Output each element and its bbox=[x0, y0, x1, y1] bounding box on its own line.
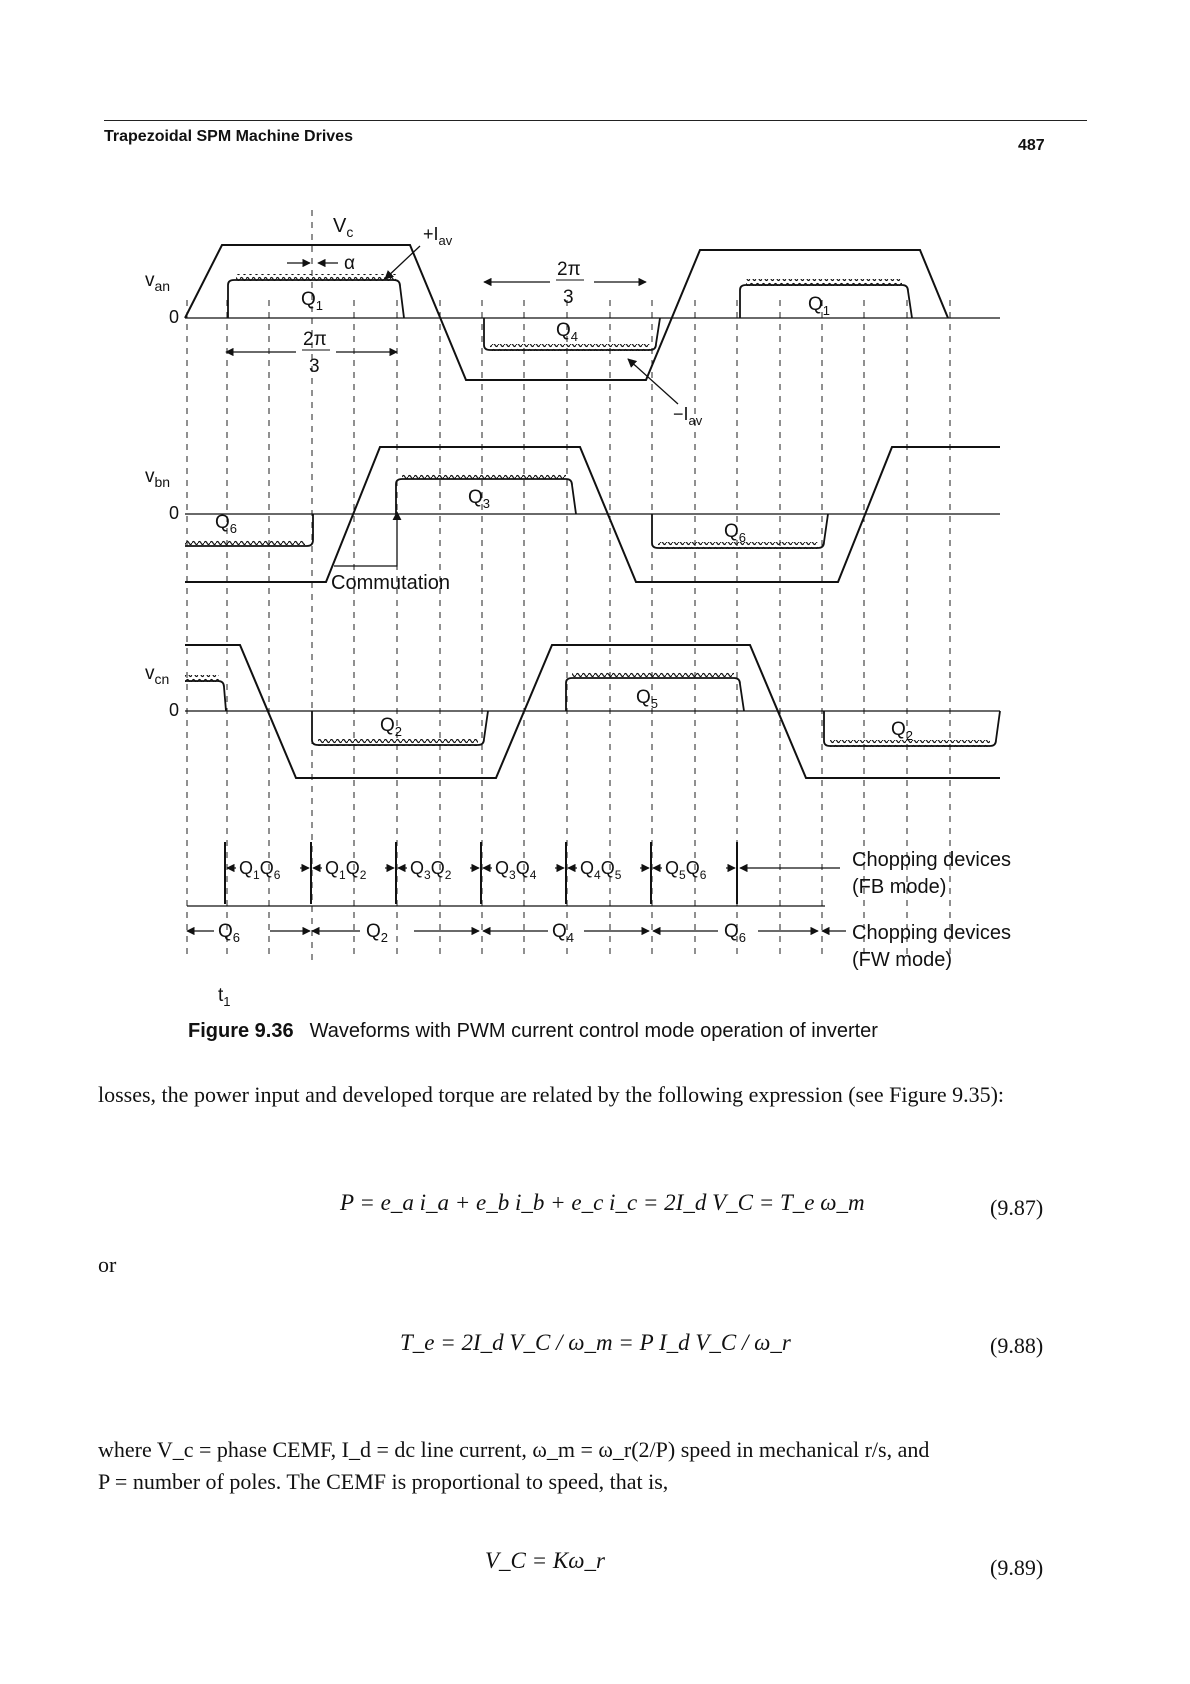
two-pi-label-1: 2π bbox=[303, 329, 327, 350]
commutation-label: Commutation bbox=[331, 572, 450, 594]
fb-pair-1: $Q_1Q_6$ bbox=[239, 858, 281, 882]
fb-pair-4: $Q_3Q_4$ bbox=[495, 858, 537, 882]
fb-pair-6: $Q_5Q_6$ bbox=[665, 858, 707, 882]
vc-label: $V_c$ bbox=[333, 215, 354, 240]
fw-legend-line2: (FW mode) bbox=[852, 949, 952, 971]
q6-label-b: $Q_6$ bbox=[724, 521, 747, 545]
q2-label-a: $Q_2$ bbox=[380, 715, 403, 739]
vcn-zero: 0 bbox=[169, 700, 180, 720]
page-number: 487 bbox=[1018, 137, 1045, 154]
equation-9-89 bbox=[485, 1548, 605, 1574]
fb-mode-labels bbox=[239, 858, 707, 882]
body-paragraph-2-line2: P = number of poles. The CEMF is proportional to speed, that is, bbox=[98, 1469, 669, 1494]
eq989-text: V_C = Kω_r bbox=[485, 1548, 605, 1573]
fb-legend-line1: Chopping devices bbox=[852, 849, 1011, 871]
vbn-zero: 0 bbox=[169, 503, 180, 523]
fw-legend-line1: Chopping devices bbox=[852, 922, 1011, 944]
equation-9-87-number: (9.87) bbox=[990, 1195, 1044, 1220]
fb-mode-ticks bbox=[225, 842, 737, 904]
plus-iav-arrow bbox=[385, 246, 420, 279]
q2-label-b: $Q_2$ bbox=[891, 719, 914, 743]
vbn-label: $v_{bn}$ bbox=[145, 466, 171, 490]
eq987-text: P = e_a i_a + e_b i_b + e_c i_c = 2I_d V_C = T_e ω_m bbox=[340, 1190, 865, 1215]
minus-iav-label: $-I_{av}$ bbox=[673, 404, 703, 428]
figure-number: Figure 9.36 bbox=[188, 1020, 294, 1042]
eq988-text: T_e = 2I_d V_C / ω_m = P I_d V_C / ω_r bbox=[400, 1330, 791, 1355]
fb-pair-3: $Q_3Q_2$ bbox=[410, 858, 452, 882]
figure-caption-text: Waveforms with PWM current control mode operation of inverter bbox=[309, 1020, 878, 1042]
three-label-2: 3 bbox=[563, 287, 574, 308]
running-head: Trapezoidal SPM Machine Drives bbox=[104, 128, 353, 145]
vbn-waveform bbox=[185, 447, 1000, 582]
fw-device-4: $Q_6$ bbox=[724, 921, 747, 945]
two-pi-label-2: 2π bbox=[557, 259, 581, 280]
figure-caption bbox=[188, 1020, 878, 1043]
body-paragraph-1: losses, the power input and developed torque are related by the following expression (see Figure 9.35): bbox=[98, 1082, 1005, 1107]
fb-pair-5: $Q_4Q_5$ bbox=[580, 858, 622, 882]
q5-label: $Q_5$ bbox=[636, 687, 659, 711]
equation-9-88-number: (9.88) bbox=[990, 1333, 1044, 1358]
van-label: $v_{an}$ bbox=[145, 270, 171, 294]
vcn-waveform bbox=[185, 645, 1000, 778]
fb-legend-line2: (FB mode) bbox=[852, 876, 947, 898]
equation-9-87 bbox=[340, 1190, 865, 1216]
q6-label-a: $Q_6$ bbox=[215, 512, 238, 536]
q1-label-b: $Q_1$ bbox=[808, 294, 831, 318]
or-text: or bbox=[98, 1252, 117, 1277]
van-waveform bbox=[185, 245, 1000, 380]
fw-device-2: $Q_2$ bbox=[366, 921, 389, 945]
van-zero: 0 bbox=[169, 307, 180, 327]
three-label-1: 3 bbox=[309, 356, 320, 377]
fw-device-3: $Q_4$ bbox=[552, 921, 575, 945]
fb-pair-2: $Q_1Q_2$ bbox=[325, 858, 367, 882]
fw-device-1: $Q_6$ bbox=[218, 921, 241, 945]
alpha-label: α bbox=[344, 253, 355, 274]
q3-label: $Q_3$ bbox=[468, 487, 491, 511]
equation-9-88 bbox=[400, 1330, 791, 1356]
q4-label: $Q_4$ bbox=[556, 320, 579, 344]
plus-iav-label: $+I_{av}$ bbox=[423, 224, 453, 248]
equation-9-89-number: (9.89) bbox=[990, 1555, 1044, 1580]
body-paragraph-2-line1: where V_c = phase CEMF, I_d = dc line current, ω_m = ω_r(2/P) speed in mechanical r/s, and bbox=[98, 1437, 930, 1462]
t1-label: $t_1$ bbox=[218, 985, 231, 1009]
vcn-label: $v_{cn}$ bbox=[145, 663, 170, 687]
q1-label-a: $Q_1$ bbox=[301, 289, 324, 313]
